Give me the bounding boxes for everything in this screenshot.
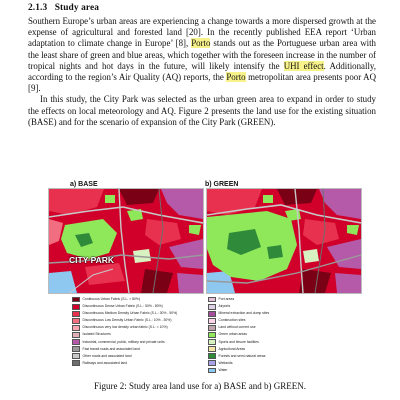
text-run: . Additionally, according to the region’s Air Quality (AQ) reports, the bbox=[28, 60, 377, 83]
legend-swatch bbox=[208, 339, 216, 345]
figure-caption: Figure 2: Study area land use for a) BASE and b) GREEN. bbox=[94, 381, 306, 391]
legend-label: Agricultural Areas bbox=[218, 346, 246, 351]
legend-label: Railways and associated land bbox=[82, 360, 128, 365]
legend-item bbox=[208, 346, 269, 353]
legend-item bbox=[208, 324, 269, 331]
legend-swatch bbox=[72, 353, 80, 359]
legend-label: Green urban areas bbox=[218, 332, 247, 337]
green-map-graphic bbox=[207, 189, 361, 293]
legend-label: Sports and leisure facilities bbox=[218, 339, 259, 344]
section-number: 2.1.3 bbox=[28, 3, 48, 13]
legend-swatch bbox=[208, 325, 216, 331]
legend-item bbox=[208, 296, 269, 303]
highlighted-text: Porto bbox=[226, 72, 246, 83]
highlighted-text: Porto bbox=[191, 38, 211, 49]
legend-item bbox=[72, 296, 177, 303]
text-run: metropolitan area presents poor AQ [9]. bbox=[28, 72, 376, 94]
legend-swatch bbox=[208, 368, 216, 374]
legend-label: Mineral extraction and dump sites bbox=[218, 311, 270, 316]
paragraph bbox=[28, 94, 376, 128]
legend-swatch bbox=[72, 318, 80, 324]
legend-swatch bbox=[72, 311, 80, 317]
legend-swatch bbox=[208, 332, 216, 338]
legend-label: Airports bbox=[218, 304, 231, 309]
legend-swatch bbox=[208, 360, 216, 366]
text-run: stands out as the Portuguese urban area with the least share of green and blue areas, which together with the foreseen increase in the number of tropical nights and hot days in the future, will likely intensify the bbox=[28, 38, 376, 71]
legend-label: Wetlands bbox=[218, 360, 233, 365]
paragraph bbox=[28, 16, 376, 94]
legend-label: Discontinuous Low Density Urban Fabric (S.L.: 10% - 30%) bbox=[82, 318, 172, 323]
legend-label: Water bbox=[218, 367, 228, 372]
legend-label: Discontinuous very low density urban fabric (S.L. < 10%) bbox=[82, 325, 168, 330]
section-heading bbox=[28, 3, 99, 13]
legend-item bbox=[72, 324, 177, 331]
legend-swatch bbox=[208, 346, 216, 352]
legend-swatch bbox=[72, 346, 80, 352]
legend-label: Fast transit roads and associated land bbox=[82, 346, 140, 351]
legend-item bbox=[208, 339, 269, 346]
legend-label: Continuous Urban Fabric (S.L. > 80%) bbox=[82, 297, 141, 301]
section-body bbox=[28, 16, 376, 128]
legend-swatch bbox=[72, 304, 80, 310]
city-park-label: CITY PARK bbox=[69, 255, 115, 265]
legend-swatch bbox=[208, 304, 216, 310]
legend-item bbox=[208, 331, 269, 338]
green-land-use-map bbox=[206, 188, 362, 294]
legend-item bbox=[208, 353, 269, 360]
legend-item bbox=[72, 317, 177, 324]
legend-item bbox=[72, 339, 177, 346]
legend-item bbox=[208, 367, 269, 374]
panel-a-label: a) BASE bbox=[70, 181, 98, 188]
legend-left bbox=[72, 296, 177, 367]
legend-item bbox=[208, 303, 269, 310]
legend-swatch bbox=[72, 297, 80, 303]
legend-item bbox=[208, 360, 269, 367]
legend-swatch bbox=[208, 318, 216, 324]
text-run: In this study, the City Park was selected as the urban green area to expand in order to study the effects on local meteorology and AQ. Figure 2 presents the land use for the existing situation (BASE) and for the scenario of expansion of the City Park (GREEN). bbox=[28, 94, 376, 127]
legend-swatch bbox=[208, 311, 216, 317]
legend-swatch bbox=[72, 339, 80, 345]
legend-label: Isolated Structures bbox=[82, 332, 111, 337]
legend-item bbox=[72, 346, 177, 353]
legend-label: Construction sites bbox=[218, 318, 246, 323]
legend-label: Forests and semi-natural areas bbox=[218, 353, 266, 358]
legend-item bbox=[72, 303, 177, 310]
legend-item bbox=[72, 331, 177, 338]
legend-swatch bbox=[72, 360, 80, 366]
legend-label: Other roads and associated land bbox=[82, 353, 132, 358]
base-map-graphic bbox=[49, 189, 203, 293]
legend-label: Port areas bbox=[218, 297, 235, 301]
legend-item bbox=[208, 317, 269, 324]
legend-item bbox=[72, 360, 177, 367]
legend-swatch bbox=[208, 297, 216, 303]
legend-item bbox=[72, 310, 177, 317]
section-title: Study area bbox=[54, 3, 100, 13]
legend-right bbox=[208, 296, 269, 374]
legend-label: Discontinuous Dense Urban Fabric (S.L.: 50% - 80%) bbox=[82, 304, 163, 309]
panel-b-label: b) GREEN bbox=[205, 181, 239, 188]
legend-swatch bbox=[72, 325, 80, 331]
legend-label: Industrial, commercial, public, military and private units bbox=[82, 339, 165, 344]
legend-label: Land without current use bbox=[218, 325, 256, 330]
base-land-use-map bbox=[48, 188, 204, 294]
legend-swatch bbox=[208, 353, 216, 359]
highlighted-text: UHI effect bbox=[283, 60, 324, 71]
legend-item bbox=[72, 353, 177, 360]
text-run: Southern Europe’s urban areas are experiencing a change towards a more dispersed growth at the expense of agricultural and forested land [20]. In the recently published EEA report ‘Urban adaptation to climate change in Europe’ [8], bbox=[28, 16, 376, 49]
legend-item bbox=[208, 310, 269, 317]
legend-label: Discontinuous Medium Density Urban Fabric (S.L.: 30% - 50%) bbox=[82, 311, 178, 316]
legend-swatch bbox=[72, 332, 80, 338]
